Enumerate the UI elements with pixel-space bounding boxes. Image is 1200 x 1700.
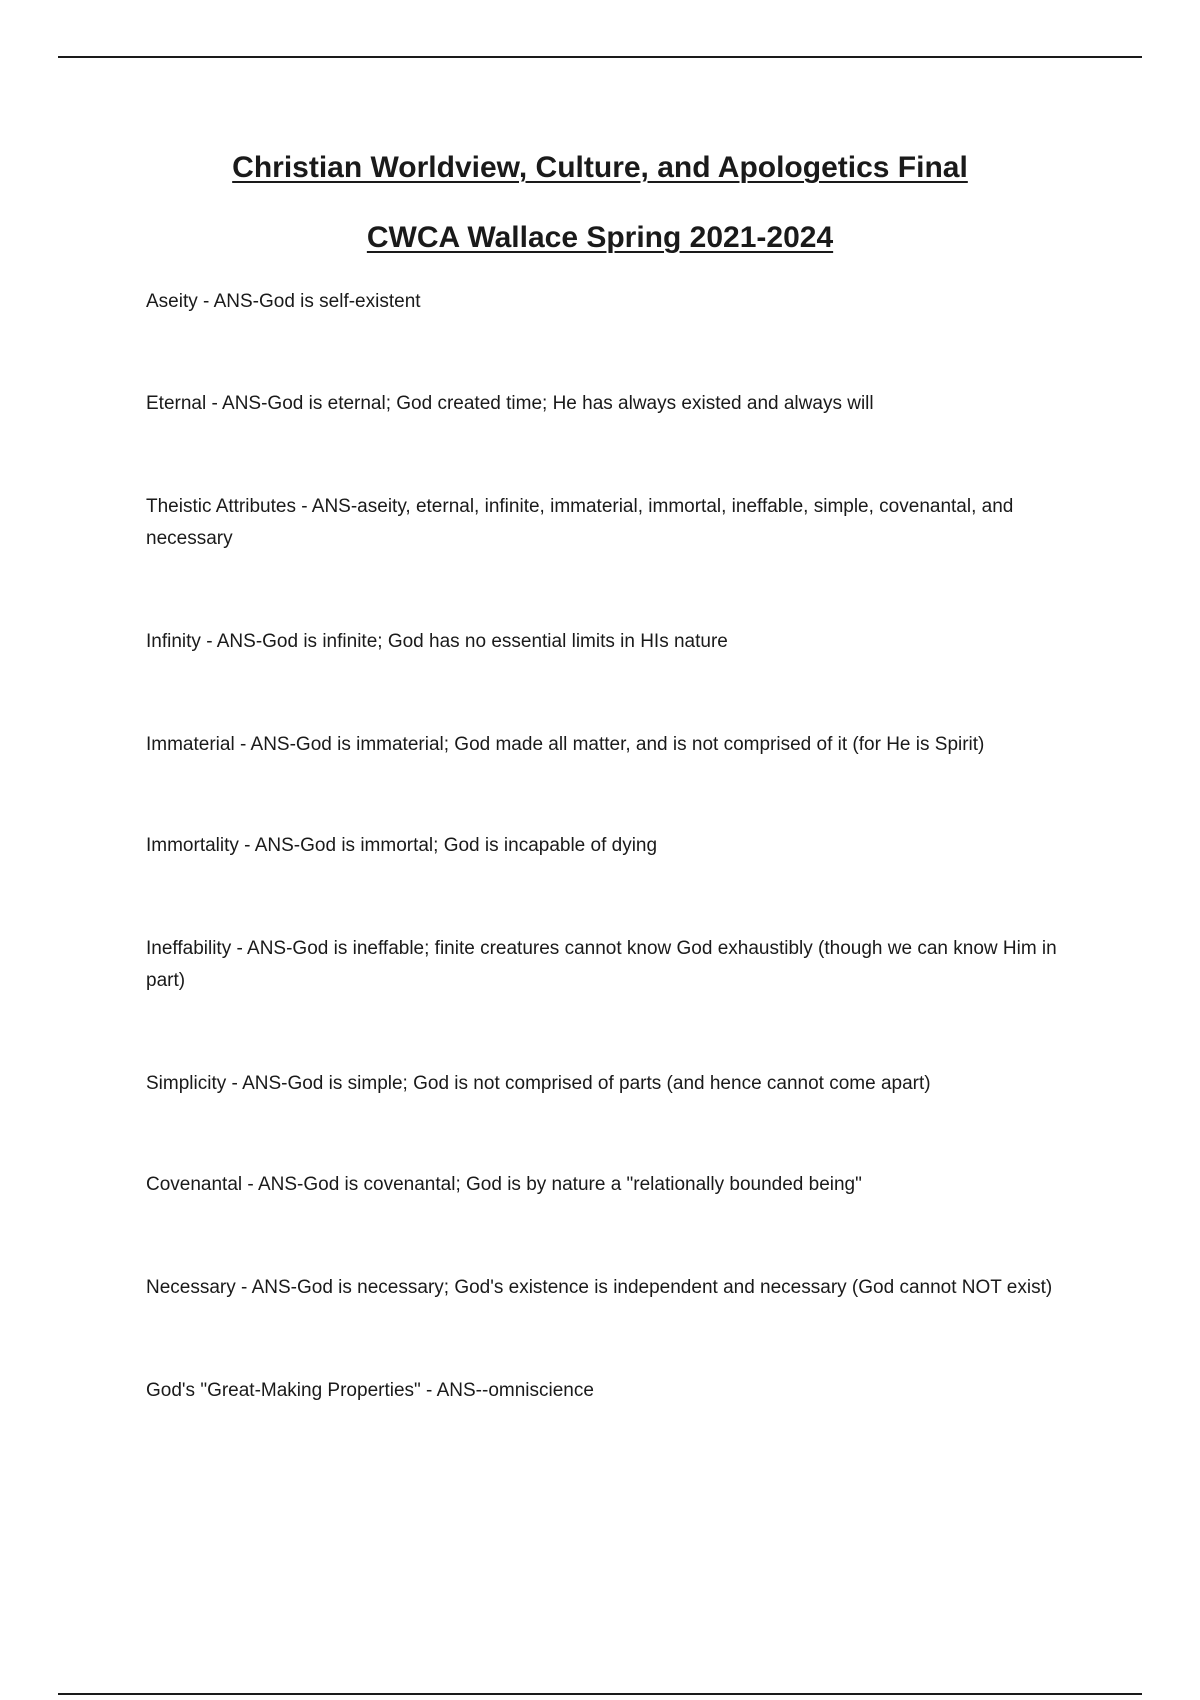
entry-aseity: Aseity - ANS-God is self-existent	[146, 291, 421, 312]
entry-immaterial: Immaterial - ANS-God is immaterial; God made all matter, and is not comprised of it (for He is Spirit)	[146, 734, 985, 755]
top-rule	[58, 56, 1142, 58]
entry-immortality: Immortality - ANS-God is immortal; God is incapable of dying	[146, 835, 658, 856]
entry-eternal: Eternal - ANS-God is eternal; God created time; He has always existed and always will	[146, 393, 874, 414]
document-title: Christian Worldview, Culture, and Apologetics Final	[232, 151, 968, 184]
bottom-rule	[58, 1693, 1142, 1695]
entry-necessary: Necessary - ANS-God is necessary; God's existence is independent and necessary (God cannot NOT exist)	[146, 1277, 1053, 1298]
document-subtitle: CWCA Wallace Spring 2021-2024	[366, 221, 834, 254]
entry-infinity: Infinity - ANS-God is infinite; God has no essential limits in HIs nature	[146, 631, 728, 652]
entry-theistic-attributes: Theistic Attributes - ANS-aseity, eternal, infinite, immaterial, immortal, ineffable, simple, covenantal, and necessary	[146, 496, 1014, 549]
entry-simplicity: Simplicity - ANS-God is simple; God is not comprised of parts (and hence cannot come apart)	[146, 1073, 931, 1094]
entry-covenantal: Covenantal - ANS-God is covenantal; God is by nature a "relationally bounded being"	[146, 1174, 862, 1195]
entry-ineffability: Ineffability - ANS-God is ineffable; finite creatures cannot know God exhaustibly (though we can know Him in part)	[146, 938, 1057, 991]
entry-great-making-properties: God's "Great-Making Properties" - ANS--omniscience	[146, 1380, 594, 1401]
